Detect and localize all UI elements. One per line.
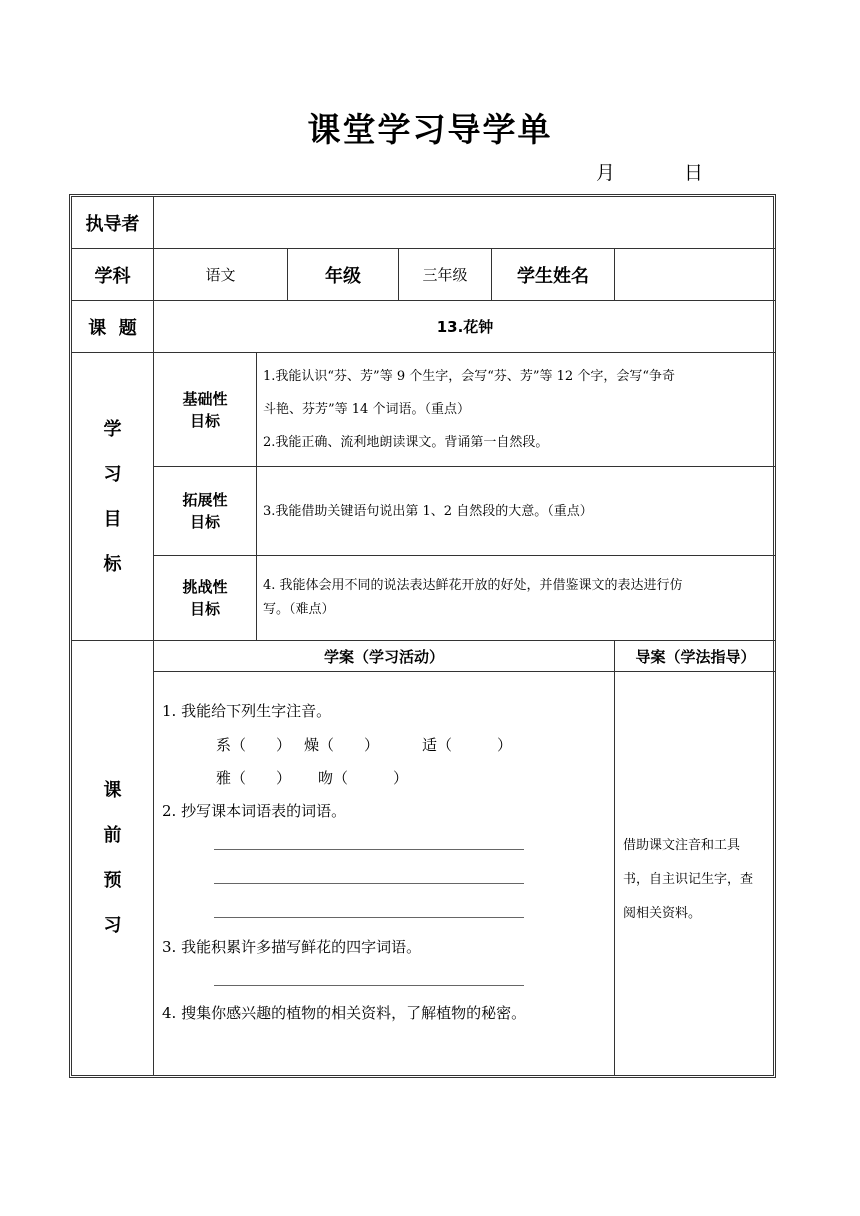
pinyin-char-5[interactable]: 吻（ ） (318, 769, 409, 787)
guide-plan-content: 借助课文注音和工具 书，自主识记生字，查 阅相关资料。 (623, 838, 754, 921)
basic-goal-label: 基础性 目标 (154, 353, 257, 467)
pinyin-char-1[interactable]: 系（ ） (216, 736, 292, 754)
page-title: 课堂学习导学单 (307, 110, 553, 149)
topic-label: 课 题 (72, 301, 154, 353)
answer-line[interactable] (214, 849, 524, 850)
supervisor-field[interactable] (154, 197, 776, 249)
pinyin-char-3[interactable]: 适（ ） (422, 736, 513, 754)
study-plan-header: 学案（学习活动） (154, 641, 615, 672)
challenge-goal-text: 4. 我能体会用不同的说法表达鲜花开放的好处，并借鉴课文的表达进行仿 写。（难点） (257, 556, 776, 641)
student-name-field[interactable] (615, 249, 776, 301)
challenge-goal-label: 挑战性 目标 (154, 556, 257, 641)
question-4: 4. 搜集你感兴趣的植物的相关资料，了解植物的秘密。 (162, 1004, 527, 1022)
extend-goal-label: 拓展性 目标 (154, 467, 257, 556)
basic-goal-text: 1.我能认识“芬、芳”等 9 个生字，会写“芬、芳”等 12 个字，会写“争奇 斗艳、芬芳”等 14 个词语。（重点） 2.我能正确、流利地朗读课文。背诵第一自然段。 (257, 353, 776, 467)
pinyin-char-4[interactable]: 雅（ ） (216, 769, 292, 787)
grade-value: 三年级 (399, 249, 492, 301)
date-line (596, 158, 704, 185)
preview-label: 课 前 预 习 (72, 641, 154, 1075)
answer-line[interactable] (214, 883, 524, 884)
subject-label: 学科 (72, 249, 154, 301)
pinyin-char-2[interactable]: 燥（ ） (304, 736, 380, 754)
subject-value: 语文 (154, 249, 288, 301)
objectives-label: 学 习 目 标 (72, 353, 154, 641)
day-label: 日 (684, 162, 704, 184)
student-name-label: 学生姓名 (492, 249, 615, 301)
topic-value: 13.花钟 (154, 301, 776, 353)
month-label: 月 (596, 162, 616, 184)
supervisor-label: 执导者 (72, 197, 154, 249)
question-2: 2. 抄写课本词语表的词语。 (162, 802, 347, 820)
extend-goal-text: 3.我能借助关键语句说出第 1、2 自然段的大意。（重点） (257, 467, 776, 556)
grade-label: 年级 (288, 249, 399, 301)
answer-line[interactable] (214, 917, 524, 918)
answer-line[interactable] (214, 985, 524, 986)
guide-table (69, 194, 776, 1078)
study-plan-content (154, 672, 615, 1075)
question-1: 1. 我能给下列生字注音。 (162, 702, 332, 720)
guide-plan-header: 导案（学法指导） (615, 641, 776, 672)
question-3: 3. 我能积累许多描写鲜花的四字词语。 (162, 938, 422, 956)
